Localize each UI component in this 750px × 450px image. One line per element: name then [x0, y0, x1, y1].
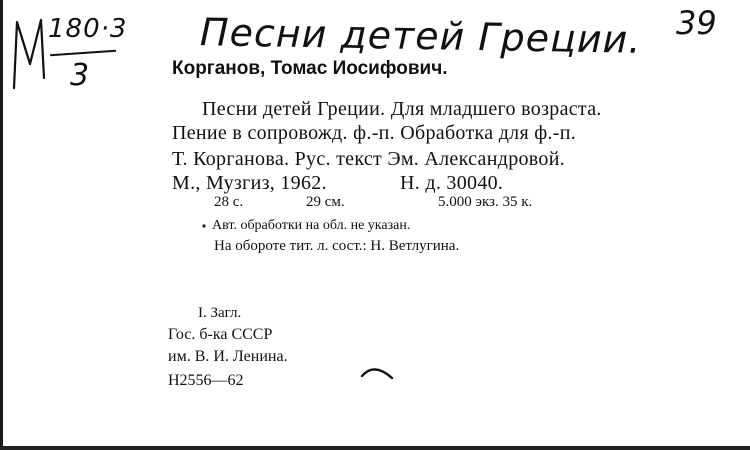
tracing: I. Загл. [198, 305, 242, 321]
library-name: им. В. И. Ленина. [168, 348, 288, 365]
page-count: 28 с. [214, 194, 244, 210]
ink-dot [200, 222, 208, 230]
imprint-line [172, 172, 503, 195]
handwritten-title: Песни детей Греции. [199, 10, 642, 62]
publisher: М., Музгиз, 1962. [172, 172, 327, 194]
book-size: 29 см. [306, 194, 345, 210]
print-run-price: 5.000 экз. 35 к. [438, 194, 533, 210]
shelf-mark-top: 180·3 [48, 14, 128, 44]
ink-mark [360, 364, 394, 382]
shelf-mark-bottom: 3 [70, 58, 90, 93]
physical-description [214, 194, 532, 211]
note-line: На обороте тит. л. сост.: Н. Ветлугина. [214, 238, 460, 254]
library-name: Гос. б-ка СССР [168, 326, 273, 343]
catalog-number: Н2556—62 [168, 372, 244, 389]
plate-number: Н. д. 30040. [400, 172, 504, 194]
description-line: Песни детей Греции. Для младшего возраста. [202, 98, 602, 120]
author-heading: Корганов, Томас Иосифович. [172, 58, 448, 79]
description-line: Пение в сопровожд. ф.-п. Обработка для ф.-п. [172, 122, 577, 144]
card-left-edge [0, 0, 3, 450]
card-bottom-edge [0, 446, 750, 450]
description-line: Т. Корганова. Рус. текст Эм. Александровой. [172, 148, 566, 170]
note-line: Авт. обработки на обл. не указан. [212, 218, 411, 233]
card-number: 39 [676, 4, 717, 42]
